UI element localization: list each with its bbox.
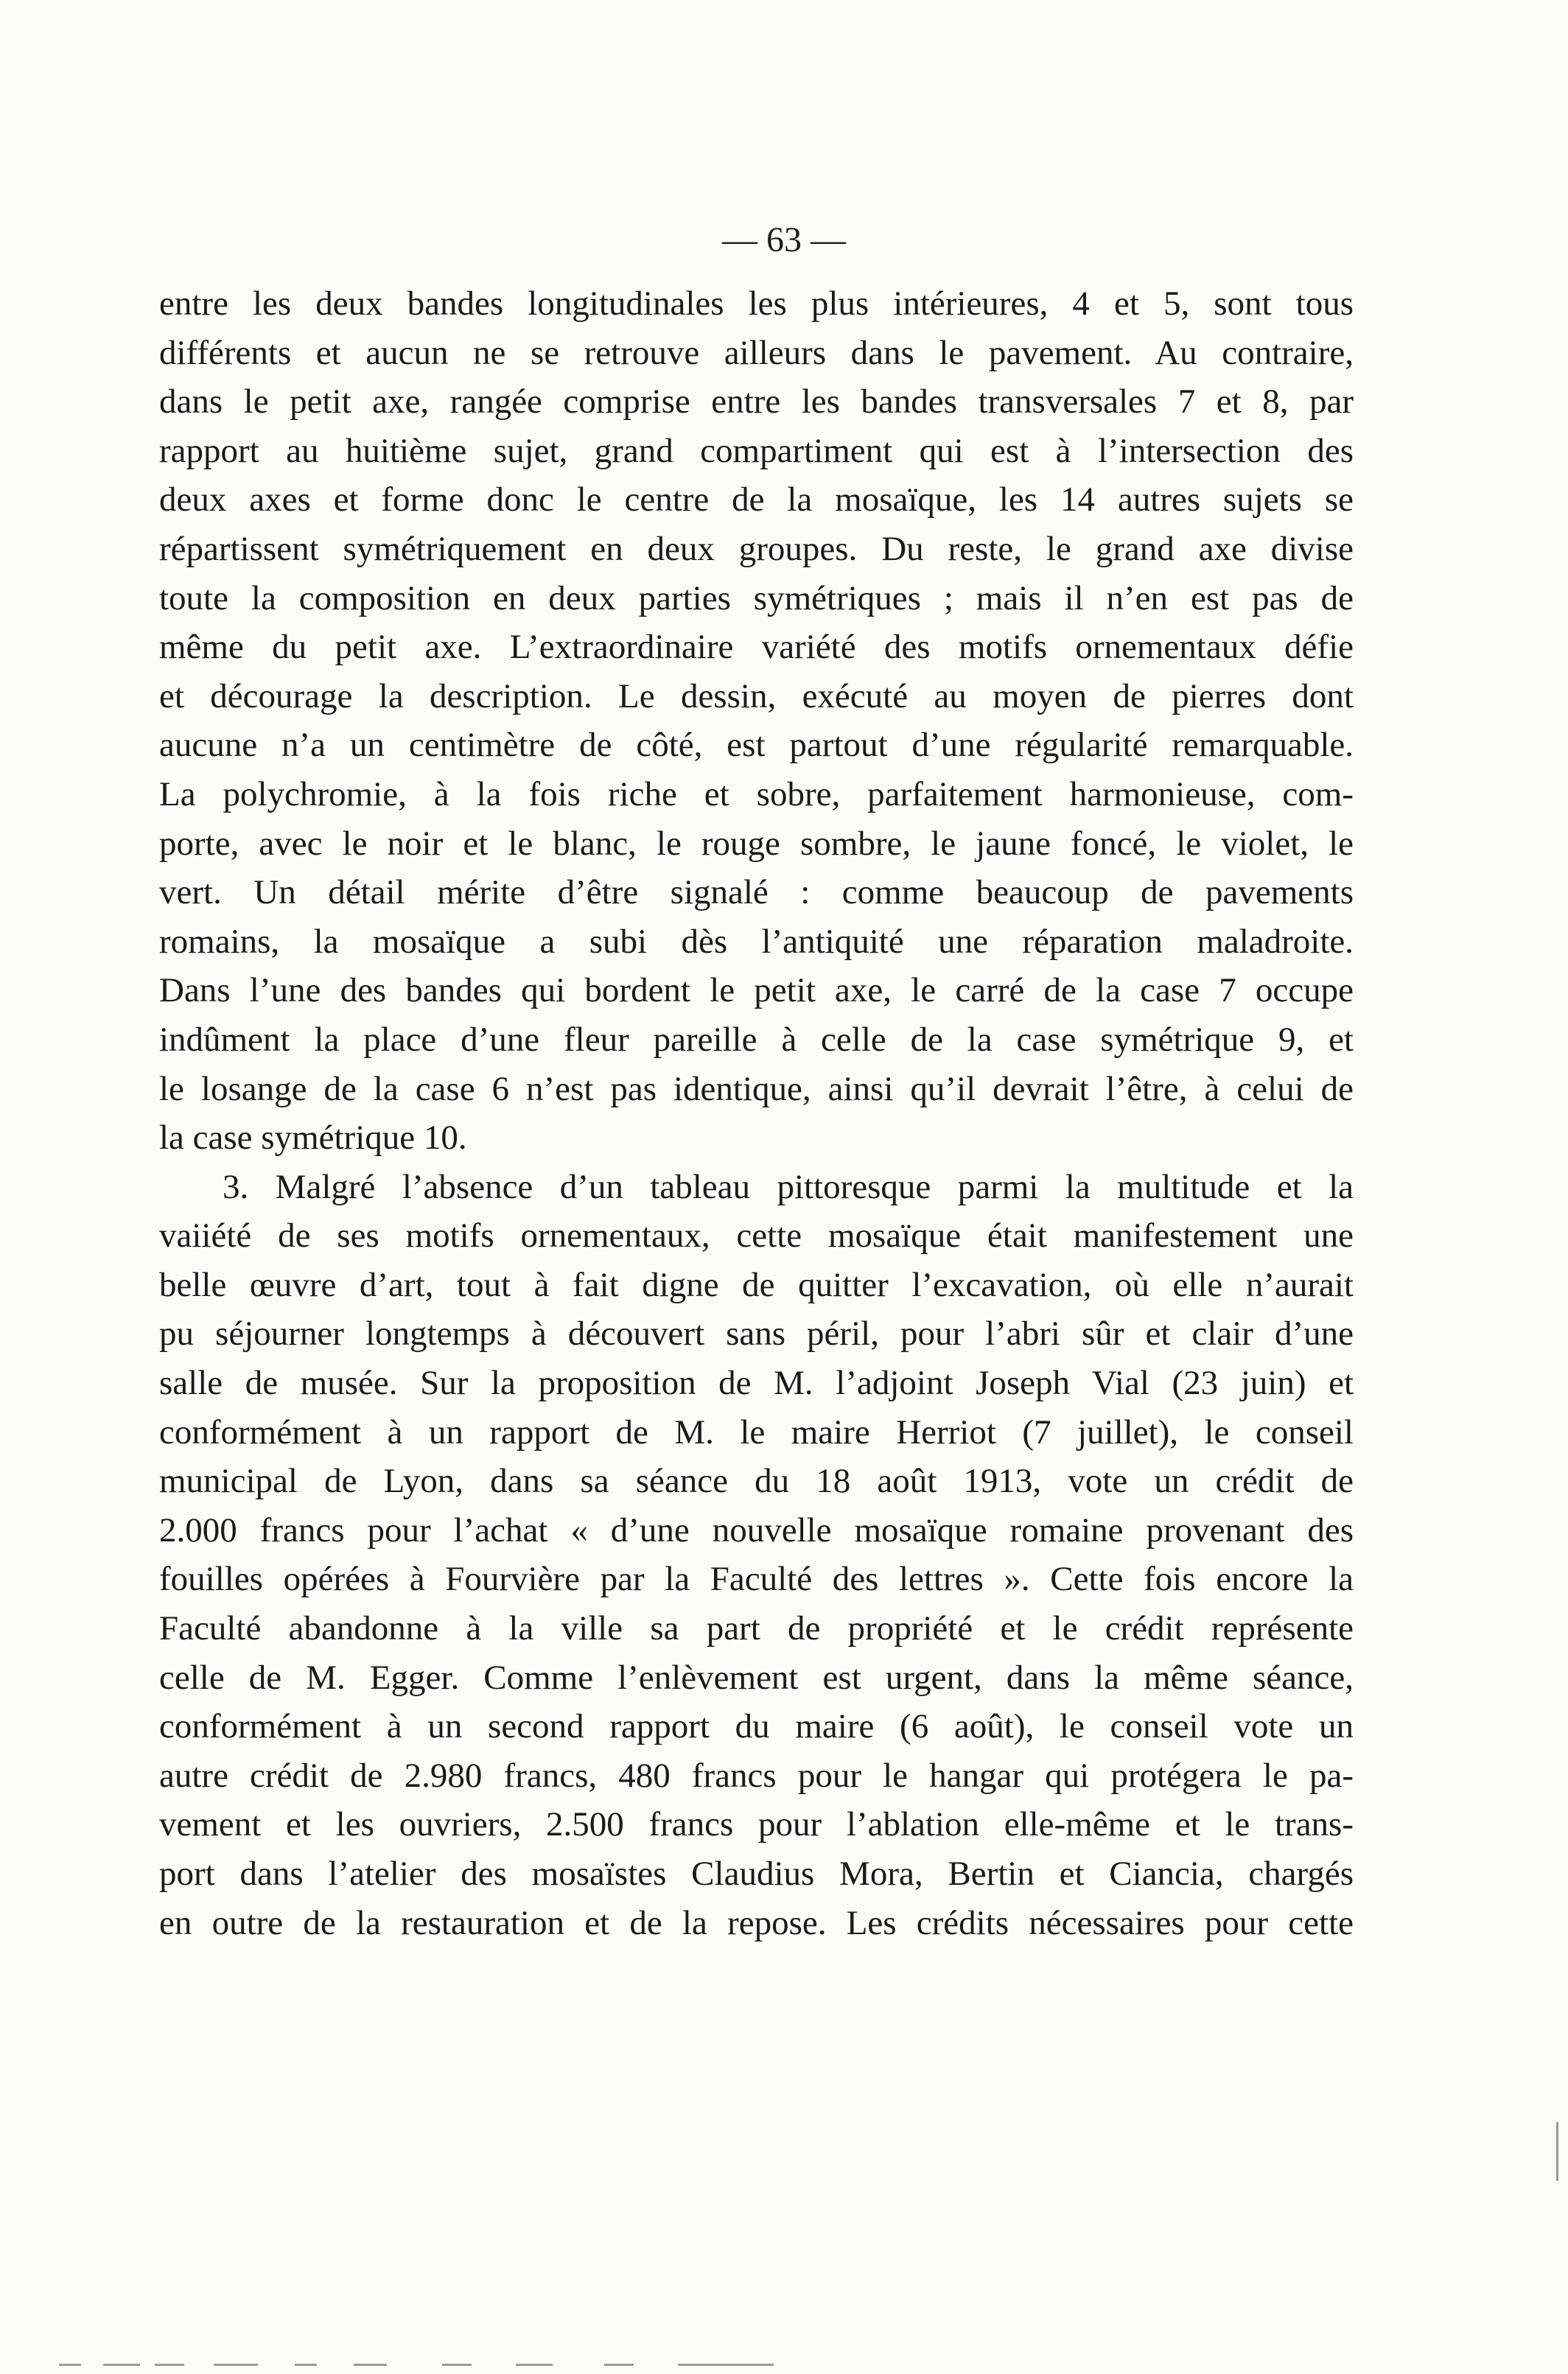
text-line: fouilles opérées à Fourvière par la Faculté des lettres ». Cette fois encore la	[159, 1560, 1354, 1599]
scan-artifact-right	[1556, 2122, 1558, 2181]
paragraph-2	[159, 1163, 1354, 1948]
text-line: vement et les ouvriers, 2.500 francs pour l’ablation elle-même et le trans-	[159, 1805, 1354, 1844]
text-line: salle de musée. Sur la proposition de M. l’adjoint Joseph Vial (23 juin) et	[159, 1364, 1354, 1403]
text-line: deux axes et forme donc le centre de la mosaïque, les 14 autres sujets se	[159, 480, 1354, 519]
text-line: Faculté abandonne à la ville sa part de propriété et le crédit représente	[159, 1609, 1354, 1648]
text-line: rapport au huitième sujet, grand compartiment qui est à l’intersection des	[159, 431, 1354, 470]
text-line: pu séjourner longtemps à découvert sans péril, pour l’abri sûr et clair d’une	[159, 1314, 1354, 1354]
text-line: aucune n’a un centimètre de côté, est partout d’une régularité remarquable.	[159, 726, 1354, 765]
text-line: Dans l’une des bandes qui bordent le petit axe, le carré de la case 7 occupe	[159, 971, 1354, 1010]
text-line: entre les deux bandes longitudinales les plus intérieures, 4 et 5, sont tous	[159, 284, 1354, 323]
text-line: port dans l’atelier des mosaïstes Claudius Mora, Bertin et Ciancia, chargés	[159, 1855, 1354, 1893]
text-line: et décourage la description. Le dessin, exécuté au moyen de pierres dont	[159, 676, 1354, 715]
text-line: 3. Malgré l’absence d’un tableau pittoresque parmi la multitude et la	[223, 1167, 1354, 1206]
text-line: différents et aucun ne se retrouve ailleurs dans le pavement. Au contraire,	[159, 333, 1354, 372]
text-line: conformément à un second rapport du maire (6 août), le conseil vote un	[159, 1707, 1354, 1746]
text-line: dans le petit axe, rangée comprise entre les bandes transversales 7 et 8, par	[159, 382, 1354, 421]
text-line: porte, avec le noir et le blanc, le rouge sombre, le jaune foncé, le violet, le	[159, 824, 1354, 863]
text-line: indûment la place d’une fleur pareille à celle de la case symétrique 9, et	[159, 1020, 1354, 1059]
text-line: belle œuvre d’art, tout à fait digne de quitter l’excavation, où elle n’aurait	[159, 1265, 1354, 1304]
text-line: même du petit axe. L’extraordinaire variété des motifs ornementaux défie	[159, 628, 1354, 667]
text-line: la case symétrique 10.	[159, 1118, 467, 1158]
text-line: vert. Un détail mérite d’être signalé : comme beaucoup de pavements	[159, 873, 1354, 912]
text-line: romains, la mosaïque a subi dès l’antiquité une réparation maladroite.	[159, 922, 1354, 961]
text-line: répartissent symétriquement en deux groupes. Du reste, le grand axe divise	[159, 529, 1354, 568]
paragraph-1	[159, 279, 1354, 1163]
page-number: — 63 —	[722, 220, 846, 259]
body-text	[159, 279, 1354, 1947]
text-line: 2.000 francs pour l’achat « d’une nouvelle mosaïque romaine provenant des	[159, 1510, 1354, 1550]
text-line: vaiiété de ses motifs ornementaux, cette mosaïque était manifestement une	[159, 1216, 1354, 1256]
text-line: toute la composition en deux parties symétriques ; mais il n’en est pas de	[159, 578, 1354, 617]
text-line: La polychromie, à la fois riche et sobre, parfaitement harmonieuse, com-	[159, 774, 1354, 813]
text-line: en outre de la restauration et de la repose. Les crédits nécessaires pour cette	[159, 1903, 1354, 1942]
text-line: conformément à un rapport de M. le maire Herriot (7 juillet), le conseil	[159, 1412, 1354, 1452]
text-line: municipal de Lyon, dans sa séance du 18 août 1913, vote un crédit de	[159, 1462, 1354, 1501]
text-line: le losange de la case 6 n’est pas identique, ainsi qu’il devrait l’être, à celui de	[159, 1069, 1354, 1108]
text-line: autre crédit de 2.980 francs, 480 francs pour le hangar qui protégera le pa-	[159, 1756, 1354, 1795]
text-line: celle de M. Egger. Comme l’enlèvement est urgent, dans la même séance,	[159, 1658, 1354, 1697]
